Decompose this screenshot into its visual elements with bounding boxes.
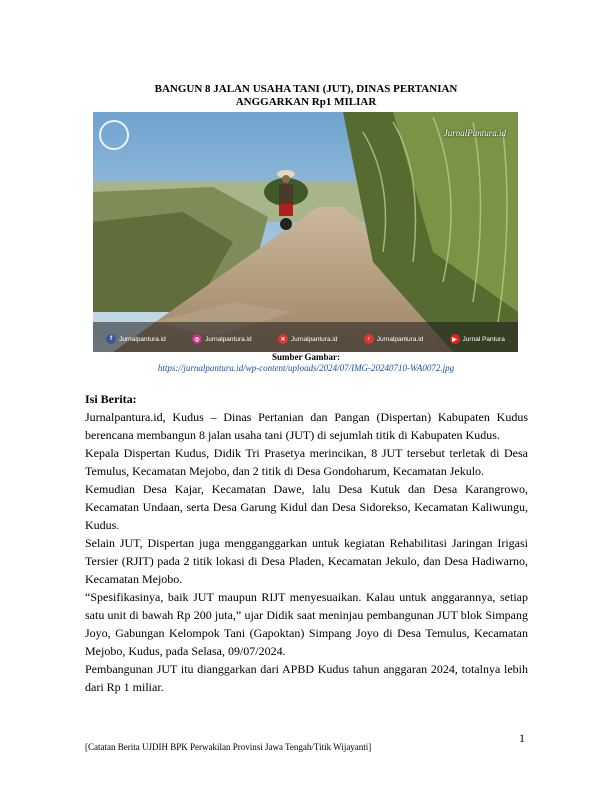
paragraph: Pembangunan JUT itu dianggarkan dari APBD Kudus tahun anggaran 2024, totalnya lebih dari Rp 1 miliar. — [85, 662, 528, 694]
paragraph: Jurnalpantura.id, Kudus – Dinas Pertanian dan Pangan (Dispertan) Kabupaten Kudus berencana membangun 8 jalan usaha tani (JUT) di sejumlah titik di Kabupaten Kudus. — [85, 410, 528, 442]
article-title — [0, 83, 612, 109]
page-number: 1 — [519, 731, 525, 745]
social-x — [278, 334, 338, 344]
paragraph: Kepala Dispertan Kudus, Didik Tri Prasetya merincikan, 8 JUT tersebut terletak di Desa Temulus, Kecamatan Mejobo, dan 2 titik di Desa Gondoharum, Kecamatan Jekulo. — [85, 446, 528, 478]
social-label: Jurnalpantura.id — [376, 335, 424, 343]
social-youtube — [450, 334, 505, 344]
social-instagram — [192, 334, 252, 344]
paragraph: “Spesifikasinya, baik JUT maupun RIJT menyesuaikan. Kalau untuk anggarannya, setiap satu unit di bawah Rp 200 juta,” ujar Didik saat meninjau pembangunan JUT blok Simpang Joyo, Gabungan Kelompok Tani (Gapoktan) Simpang Joyo di Desa Temulus, Kecamatan Mejobo, Kudus, pada Selasa, 09/07/2024. — [85, 590, 528, 658]
youtube-icon: ▶ — [450, 334, 460, 344]
social-label: Jurnal Pantura — [462, 335, 505, 343]
source-label: Sumber Gambar: — [271, 352, 341, 362]
social-label: Jurnalpantura.id — [119, 335, 166, 343]
body-heading: Isi Berita: — [85, 392, 137, 406]
facebook-icon: f — [106, 334, 116, 344]
social-facebook — [106, 334, 166, 344]
watermark: JurnalPantura.id — [443, 128, 506, 138]
paragraph: Selain JUT, Dispertan juga mengganggarkan untuk kegiatan Rehabilitasi Jaringan Irigasi Tersier (RJIT) pada 2 titik lokasi di Desa Pladen, Kecamatan Jekulo, dan Desa Hadiwarno, Kecamatan Mejobo. — [85, 536, 528, 586]
social-label: Jurnalpantura.id — [290, 335, 338, 343]
instagram-icon: ◎ — [192, 334, 202, 344]
article-body — [85, 390, 528, 696]
footer-note: [Catatan Berita UJDIH BPK Perwakilan Provinsi Jawa Tengah/Titik Wijayanti] — [85, 742, 372, 752]
logo-icon — [99, 120, 129, 150]
tiktok-icon: ♪ — [364, 334, 374, 344]
x-twitter-icon: ✕ — [278, 334, 288, 344]
social-tiktok — [364, 334, 424, 344]
paragraph: Kemudian Desa Kajar, Kecamatan Dawe, lalu Desa Kutuk dan Desa Karangrowo, Kecamatan Undaan, serta Desa Garung Kidul dan Desa Sidorekso, Kecamatan Kaliwungu, Kudus. — [85, 482, 528, 532]
social-bar — [93, 334, 518, 344]
photo-scene — [93, 112, 518, 352]
title-line-1: BANGUN 8 JALAN USAHA TANI (JUT), DINAS PERTANIAN — [154, 83, 458, 95]
source-url[interactable]: https://jurnalpantura.id/wp-content/uploads/2024/07/IMG-20240710-WA0072.jpg — [157, 363, 455, 373]
news-photo — [93, 112, 518, 352]
social-label: Jurnalpantura.id — [204, 335, 252, 343]
image-source — [0, 352, 612, 374]
title-line-2: ANGGARKAN Rp1 MILIAR — [235, 96, 377, 108]
